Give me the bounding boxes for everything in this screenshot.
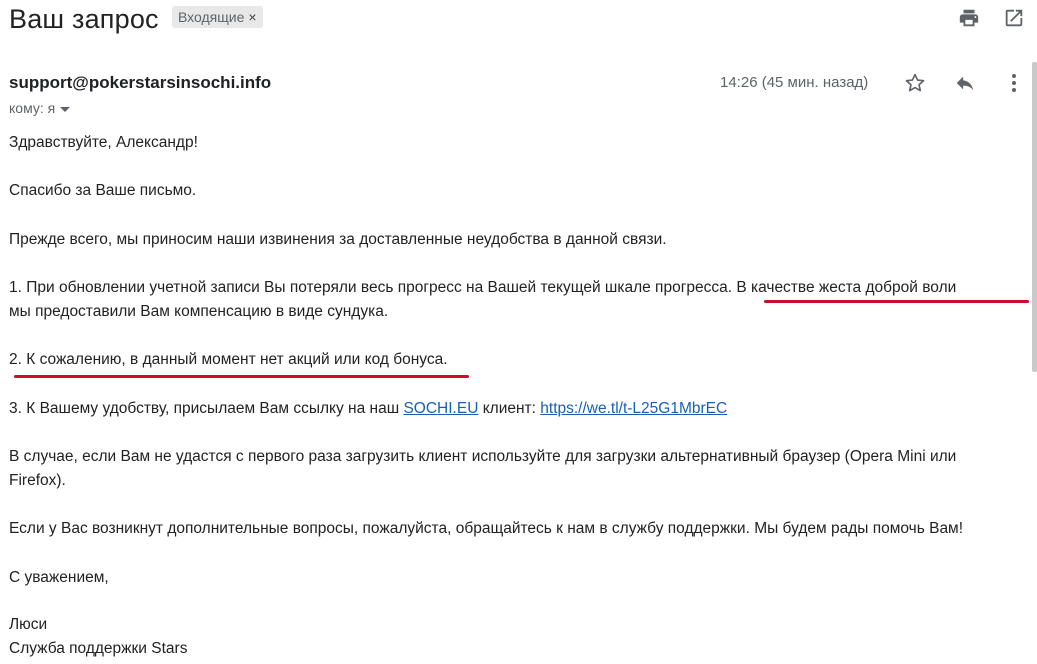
- scrollbar-thumb[interactable]: [1032, 62, 1037, 372]
- body-point-2: 2. К сожалению, в данный момент нет акций или код бонуса.: [9, 351, 448, 368]
- body-point-3: [9, 397, 727, 421]
- red-underline-annotation: [764, 300, 1029, 303]
- to-label: кому: я: [9, 100, 56, 116]
- red-underline-annotation: [14, 375, 469, 378]
- body-apology: Прежде всего, мы приносим наши извинения за доставленные неудобства в данной связи.: [9, 231, 667, 248]
- body-point-1-line-2: мы предоставили Вам компенсацию в виде сундука.: [9, 303, 389, 320]
- body-point-4-line-2: Firefox).: [9, 472, 66, 489]
- remove-label-icon[interactable]: ×: [248, 9, 257, 25]
- body-point-4-line-1: В случае, если Вам не удастся с первого раза загрузить клиент используйте для загрузки альтернативный браузер (Opera Mini или: [9, 448, 957, 465]
- point-3-prefix: 3. К Вашему удобству, присылаем Вам ссылку на наш: [9, 400, 404, 417]
- star-icon[interactable]: [900, 68, 930, 98]
- chevron-down-icon[interactable]: [60, 100, 70, 116]
- message-time: 14:26 (45 мин. назад): [720, 74, 869, 91]
- sender-email[interactable]: support@pokerstarsinsochi.info: [9, 73, 272, 92]
- signature-name: Люси: [9, 616, 48, 633]
- label-chip-text: Входящие: [178, 9, 245, 25]
- more-vertical-icon[interactable]: [999, 68, 1029, 98]
- signature-team: Служба поддержки Stars: [9, 640, 188, 657]
- wetransfer-link[interactable]: https://we.tl/t-L25G1MbrEC: [540, 400, 728, 417]
- sochi-link[interactable]: SOCHI.EU: [403, 400, 479, 417]
- body-point-1-line-1: 1. При обновлении учетной записи Вы потеряли весь прогресс на Вашей текущей шкале прогресса. В качестве жеста доброй воли: [9, 279, 957, 296]
- inbox-label-chip[interactable]: [172, 6, 263, 28]
- open-in-new-icon[interactable]: [1001, 5, 1027, 31]
- print-icon[interactable]: [956, 5, 982, 31]
- email-subject: Ваш запрос: [9, 4, 159, 34]
- recipients-toggle[interactable]: [9, 100, 70, 116]
- body-greeting: Здравствуйте, Александр!: [9, 134, 198, 151]
- body-thanks: Спасибо за Ваше письмо.: [9, 182, 197, 199]
- reply-icon[interactable]: [950, 68, 980, 98]
- point-3-middle: клиент:: [478, 400, 541, 417]
- body-support-note: Если у Вас возникнут дополнительные вопросы, пожалуйста, обращайтесь к нам в службу поддержки. Мы будем рады помочь Вам!: [9, 520, 964, 537]
- body-closing: С уважением,: [9, 569, 109, 586]
